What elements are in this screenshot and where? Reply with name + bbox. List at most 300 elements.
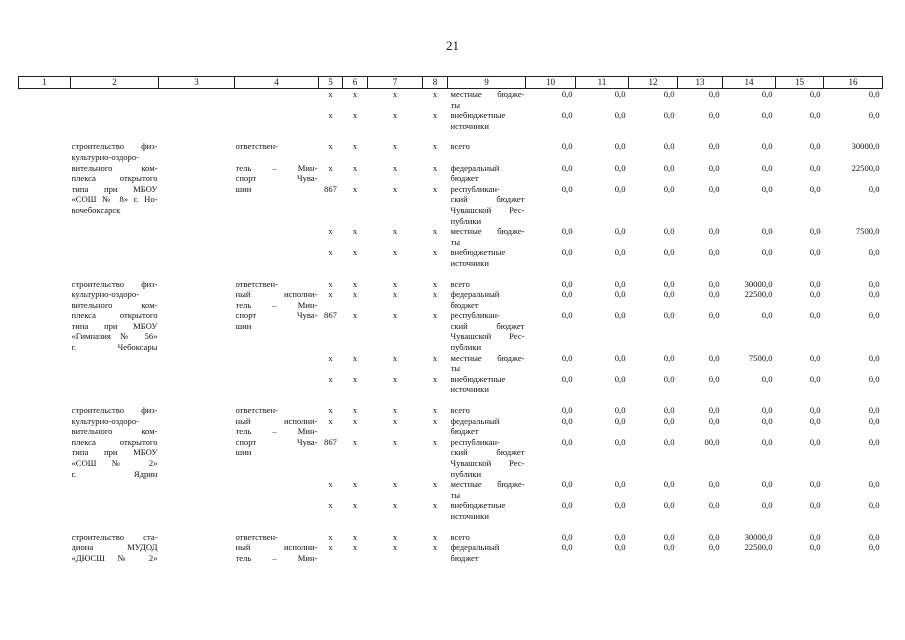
value-cell: 0,0 xyxy=(614,405,626,416)
value-cell: 0,0 xyxy=(663,373,675,384)
object-name-cell xyxy=(71,500,159,521)
code-cell-c6: x xyxy=(352,247,358,258)
cell-col1 xyxy=(19,310,71,352)
value-cell: 0,0 xyxy=(663,162,675,173)
cell-line: типа при МБОУ xyxy=(71,447,158,458)
cell-line: федеральный xyxy=(450,542,500,553)
code-cell-c8: x xyxy=(432,162,438,173)
cell-line: местные бюдже- xyxy=(450,89,525,99)
value-cell: 0,0 xyxy=(868,89,880,99)
value-cell: 0,0 xyxy=(809,542,821,553)
cell-line: республикан- xyxy=(450,436,500,447)
cell-line: ответствен- xyxy=(235,531,278,542)
code-cell-c8: x xyxy=(432,500,438,511)
value-cell: 0,0 xyxy=(561,542,573,553)
code-cell-c5: x xyxy=(328,247,333,258)
executor-cell xyxy=(235,226,319,247)
cell-col1 xyxy=(19,437,71,479)
cell-line: строительство физ- xyxy=(71,141,158,152)
value-cell: 22500,0 xyxy=(744,289,773,300)
cell-line: всего xyxy=(450,141,470,152)
value-cell: 0,0 xyxy=(868,436,880,447)
value-cell: 0,0 xyxy=(708,531,720,542)
value-cell: 0,0 xyxy=(868,310,880,321)
cell-line: спорт Чува- xyxy=(235,173,318,184)
cell-col1 xyxy=(19,374,71,395)
code-cell-c8: x xyxy=(432,226,438,237)
code-cell-c5: x xyxy=(328,162,333,173)
code-cell-c7: x xyxy=(392,162,398,173)
spacer-row xyxy=(19,131,883,141)
code-cell-c7: x xyxy=(392,500,398,511)
cell-col3 xyxy=(159,163,235,184)
code-cell-c8: x xyxy=(432,310,438,321)
value-cell: 22500,0 xyxy=(851,162,880,173)
column-header-3: 3 xyxy=(159,77,235,89)
value-cell: 0,0 xyxy=(809,247,821,258)
value-cell: 0,0 xyxy=(614,352,626,363)
cell-line: ный исполни- xyxy=(235,542,318,553)
value-cell: 0,0 xyxy=(868,373,880,384)
value-cell: 0,0 xyxy=(809,162,821,173)
value-cell: 0,0 xyxy=(663,247,675,258)
table-row xyxy=(19,289,883,310)
code-cell-c5: x xyxy=(328,500,333,511)
column-header-15: 15 xyxy=(776,77,824,89)
value-cell: 0,0 xyxy=(561,436,573,447)
cell-line: спорт Чува- xyxy=(235,310,318,321)
code-cell-c8: x xyxy=(432,373,438,384)
code-cell-c6: x xyxy=(352,373,358,384)
code-cell-c5: x xyxy=(328,289,333,300)
code-cell-c6: x xyxy=(352,110,358,121)
cell-line: культурно-оздоро- xyxy=(71,289,140,300)
executor-cell xyxy=(235,247,319,268)
value-cell: 0,0 xyxy=(708,405,720,416)
value-cell: 0,0 xyxy=(868,278,880,289)
table-row xyxy=(19,353,883,374)
value-cell: 0,0 xyxy=(809,373,821,384)
code-cell-c8: x xyxy=(432,479,438,490)
value-cell: 0,0 xyxy=(708,415,720,426)
table-row xyxy=(19,479,883,500)
value-cell: 0,0 xyxy=(761,89,773,99)
cell-col1 xyxy=(19,405,71,416)
cell-line: «СОШ № 2» xyxy=(71,458,158,468)
value-cell: 0,0 xyxy=(868,183,880,194)
value-cell: 0,0 xyxy=(561,141,573,152)
code-cell-c6: x xyxy=(352,89,358,99)
cell-line: плекса открытого xyxy=(71,310,158,321)
value-cell: 0,0 xyxy=(809,110,821,121)
value-cell: 0,0 xyxy=(561,531,573,542)
cell-col3 xyxy=(159,437,235,479)
column-header-8: 8 xyxy=(423,77,448,89)
cell-line: строительство физ- xyxy=(71,405,158,416)
funding-source-cell xyxy=(448,542,526,563)
value-cell: 0,0 xyxy=(614,110,626,121)
column-header-10: 10 xyxy=(526,77,576,89)
executor-cell xyxy=(235,163,319,227)
funding-source-cell xyxy=(448,89,526,111)
code-cell-c6: x xyxy=(352,500,358,511)
value-cell: 0,0 xyxy=(761,247,773,258)
cell-col1 xyxy=(19,184,71,226)
cell-line: бюджет xyxy=(450,299,479,310)
code-cell-c5: x xyxy=(328,415,333,426)
value-cell: 0,0 xyxy=(761,110,773,121)
value-cell: 0,0 xyxy=(708,141,720,152)
cell-line: внебюджетные xyxy=(450,373,506,384)
funding-source-cell xyxy=(448,184,526,226)
value-cell: 0,0 xyxy=(761,373,773,384)
cell-line: ный исполни- xyxy=(235,289,318,300)
value-cell: 0,0 xyxy=(761,415,773,426)
code-cell-c7: x xyxy=(392,405,398,416)
code-cell-c7: x xyxy=(392,531,398,542)
value-cell: 7500,0 xyxy=(855,226,880,237)
table-row xyxy=(19,500,883,521)
object-name-cell xyxy=(71,279,159,290)
cell-col3 xyxy=(159,374,235,395)
funding-source-cell xyxy=(448,532,526,543)
cell-col3 xyxy=(159,226,235,247)
value-cell: 0,0 xyxy=(614,162,626,173)
executor-cell xyxy=(235,532,319,543)
cell-line: ский бюджет xyxy=(450,194,525,205)
spacer-row xyxy=(19,269,883,279)
code-cell-c7: x xyxy=(392,183,398,194)
cell-line: типа при МБОУ xyxy=(71,183,158,194)
value-cell: 0,0 xyxy=(561,405,573,416)
cell-line: ский бюджет xyxy=(450,447,525,458)
value-cell: 0,0 xyxy=(708,162,720,173)
value-cell: 0,0 xyxy=(708,183,720,194)
code-cell-c5: 867 xyxy=(324,436,337,447)
value-cell: 0,0 xyxy=(761,479,773,490)
cell-line: ответствен- xyxy=(235,405,278,416)
cell-col1 xyxy=(19,479,71,500)
value-cell: 0,0 xyxy=(809,500,821,511)
cell-line: Чувашской Рес- xyxy=(450,204,525,215)
cell-col1 xyxy=(19,500,71,521)
code-cell-c6: x xyxy=(352,479,358,490)
funding-source-cell xyxy=(448,279,526,290)
value-cell: 30000,0 xyxy=(851,141,880,152)
funding-source-cell xyxy=(448,226,526,247)
column-header-2: 2 xyxy=(71,77,159,89)
code-cell-c5: x xyxy=(328,352,333,363)
value-cell: 0,0 xyxy=(708,226,720,237)
cell-line: г. Ядрин xyxy=(71,468,158,479)
table-row xyxy=(19,141,883,162)
code-cell-c5: x xyxy=(328,373,333,384)
value-cell: 0,0 xyxy=(809,436,821,447)
cell-col1 xyxy=(19,89,71,111)
code-cell-c8: x xyxy=(432,352,438,363)
value-cell: 0,0 xyxy=(708,479,720,490)
cell-col3 xyxy=(159,279,235,290)
value-cell: 0,0 xyxy=(614,310,626,321)
cell-line: «Гимназия № 56» xyxy=(71,331,158,342)
value-cell: 0,0 xyxy=(809,531,821,542)
object-name-cell xyxy=(71,405,159,416)
code-cell-c8: x xyxy=(432,405,438,416)
value-cell: 0,0 xyxy=(561,500,573,511)
cell-line: ский бюджет xyxy=(450,320,525,331)
cell-line: плекса открытого xyxy=(71,436,158,447)
cell-line: вительного ком- xyxy=(71,299,158,310)
cell-line: «СОШ № 8» г. Но- xyxy=(71,194,158,205)
cell-line: Чувашской Рес- xyxy=(450,458,525,468)
value-cell: 0,0 xyxy=(761,436,773,447)
code-cell-c7: x xyxy=(392,352,398,363)
code-cell-c8: x xyxy=(432,110,438,121)
value-cell: 0,0 xyxy=(809,89,821,99)
value-cell: 0,0 xyxy=(663,500,675,511)
value-cell: 0,0 xyxy=(663,352,675,363)
value-cell: 0,0 xyxy=(809,141,821,152)
cell-col1 xyxy=(19,247,71,268)
code-cell-c6: x xyxy=(352,278,358,289)
code-cell-c8: x xyxy=(432,436,438,447)
value-cell: 22500,0 xyxy=(744,542,773,553)
spacer-cell xyxy=(19,522,883,532)
code-cell-c7: x xyxy=(392,141,398,152)
value-cell: 0,0 xyxy=(868,405,880,416)
code-cell-c8: x xyxy=(432,247,438,258)
executor-cell xyxy=(235,479,319,500)
cell-col3 xyxy=(159,141,235,162)
code-cell-c6: x xyxy=(352,226,358,237)
object-name-cell xyxy=(71,532,159,543)
value-cell: 0,0 xyxy=(561,278,573,289)
value-cell: 0,0 xyxy=(561,310,573,321)
cell-col1 xyxy=(19,289,71,310)
code-cell-c5: x xyxy=(328,226,333,237)
cell-line: внебюджетные xyxy=(450,500,506,511)
value-cell: 0,0 xyxy=(809,183,821,194)
code-cell-c8: x xyxy=(432,89,438,99)
value-cell: 0,0 xyxy=(663,436,675,447)
cell-col3 xyxy=(159,479,235,500)
value-cell: 0,0 xyxy=(561,352,573,363)
cell-col1 xyxy=(19,416,71,437)
column-header-12: 12 xyxy=(629,77,678,89)
cell-line: публики xyxy=(450,215,482,226)
funding-source-cell xyxy=(448,141,526,162)
cell-line: местные бюдже- xyxy=(450,479,525,490)
code-cell-c7: x xyxy=(392,415,398,426)
cell-line: внебюджетные xyxy=(450,110,506,121)
cell-line: тель – Мин- xyxy=(235,426,318,437)
cell-col3 xyxy=(159,500,235,521)
value-cell: 0,0 xyxy=(868,531,880,542)
value-cell: 0,0 xyxy=(663,531,675,542)
value-cell: 0,0 xyxy=(561,226,573,237)
executor-cell xyxy=(235,416,319,480)
table-body xyxy=(19,89,883,564)
value-cell: 0,0 xyxy=(663,405,675,416)
value-cell: 0,0 xyxy=(663,141,675,152)
code-cell-c7: x xyxy=(392,479,398,490)
value-cell: 0,0 xyxy=(663,542,675,553)
cell-line: республикан- xyxy=(450,310,500,321)
value-cell: 0,0 xyxy=(663,415,675,426)
cell-line: строительство ста- xyxy=(71,531,158,542)
code-cell-c5: x xyxy=(328,89,333,99)
value-cell: 0,0 xyxy=(809,226,821,237)
column-header-6: 6 xyxy=(343,77,368,89)
value-cell: 0,0 xyxy=(614,415,626,426)
cell-line: Чувашской Рес- xyxy=(450,331,525,342)
value-cell: 0,0 xyxy=(614,500,626,511)
executor-cell xyxy=(235,500,319,521)
value-cell: 0,0 xyxy=(809,289,821,300)
code-cell-c8: x xyxy=(432,531,438,542)
cell-line: федеральный xyxy=(450,415,500,426)
code-cell-c6: x xyxy=(352,436,358,447)
code-cell-c5: x xyxy=(328,479,333,490)
cell-line: ты xyxy=(450,363,461,374)
funding-source-cell xyxy=(448,416,526,437)
funding-source-cell xyxy=(448,479,526,500)
funding-source-cell xyxy=(448,353,526,374)
cell-line: строительство физ- xyxy=(71,278,158,289)
value-cell: 0,0 xyxy=(708,247,720,258)
column-header-11: 11 xyxy=(576,77,629,89)
value-cell: 0,0 xyxy=(809,479,821,490)
code-cell-c5: x xyxy=(328,542,333,553)
value-cell: 0,0 xyxy=(868,247,880,258)
cell-line: культурно-оздоро- xyxy=(71,415,140,426)
value-cell: 0,0 xyxy=(663,183,675,194)
cell-line: шии xyxy=(235,183,252,194)
code-cell-c6: x xyxy=(352,531,358,542)
code-cell-c6: x xyxy=(352,141,358,152)
value-cell: 0,0 xyxy=(663,289,675,300)
value-cell: 0,0 xyxy=(761,226,773,237)
cell-line: вительного ком- xyxy=(71,162,158,173)
executor-cell xyxy=(235,405,319,416)
cell-line: всего xyxy=(450,405,470,416)
cell-col3 xyxy=(159,416,235,437)
funding-source-cell xyxy=(448,374,526,395)
code-cell-c6: x xyxy=(352,415,358,426)
code-cell-c7: x xyxy=(392,289,398,300)
value-cell: 0,0 xyxy=(561,183,573,194)
value-cell: 0,0 xyxy=(614,141,626,152)
executor-cell xyxy=(235,279,319,290)
code-cell-c7: x xyxy=(392,110,398,121)
code-cell-c7: x xyxy=(392,278,398,289)
executor-cell xyxy=(235,374,319,395)
funding-source-cell xyxy=(448,437,526,479)
value-cell: 0,0 xyxy=(663,110,675,121)
value-cell: 0,0 xyxy=(809,278,821,289)
cell-col3 xyxy=(159,353,235,374)
value-cell: 0,0 xyxy=(708,110,720,121)
cell-col3 xyxy=(159,310,235,352)
value-cell: 0,0 xyxy=(614,373,626,384)
value-cell: 0,0 xyxy=(708,310,720,321)
code-cell-c6: x xyxy=(352,162,358,173)
code-cell-c5: x xyxy=(328,278,333,289)
value-cell: 0,0 xyxy=(614,531,626,542)
code-cell-c7: x xyxy=(392,247,398,258)
cell-line: источники xyxy=(450,120,489,131)
value-cell: 30000,0 xyxy=(744,531,773,542)
cell-line: источники xyxy=(450,510,489,521)
cell-line: местные бюдже- xyxy=(450,352,525,363)
cell-col1 xyxy=(19,110,71,131)
value-cell: 0,0 xyxy=(809,405,821,416)
value-cell: 0,0 xyxy=(708,289,720,300)
cell-line: вительного ком- xyxy=(71,426,158,437)
value-cell: 00,0 xyxy=(704,436,720,447)
code-cell-c6: x xyxy=(352,183,358,194)
code-cell-c8: x xyxy=(432,141,438,152)
cell-line: бюджет xyxy=(450,426,479,437)
code-cell-c7: x xyxy=(392,89,398,99)
value-cell: 0,0 xyxy=(614,278,626,289)
cell-line: республикан- xyxy=(450,183,500,194)
value-cell: 0,0 xyxy=(809,352,821,363)
cell-line: внебюджетные xyxy=(450,247,506,258)
column-header-16: 16 xyxy=(824,77,883,89)
value-cell: 0,0 xyxy=(663,226,675,237)
object-name-cell xyxy=(71,289,159,353)
object-name-cell xyxy=(71,542,159,563)
cell-line: федеральный xyxy=(450,289,500,300)
cell-col3 xyxy=(159,110,235,131)
cell-line: всего xyxy=(450,278,470,289)
cell-line: всего xyxy=(450,531,470,542)
table-row xyxy=(19,416,883,437)
page-number: 21 xyxy=(446,38,459,53)
cell-line: тель – Мин- xyxy=(235,162,318,173)
cell-line: ты xyxy=(450,489,461,500)
value-cell: 0,0 xyxy=(708,373,720,384)
cell-line: плекса открытого xyxy=(71,173,158,184)
cell-line: местные бюдже- xyxy=(450,226,525,237)
code-cell-c7: x xyxy=(392,542,398,553)
value-cell: 0,0 xyxy=(868,352,880,363)
value-cell: 0,0 xyxy=(614,289,626,300)
cell-line: источники xyxy=(450,257,489,268)
cell-col1 xyxy=(19,226,71,247)
value-cell: 0,0 xyxy=(708,352,720,363)
object-name-cell xyxy=(71,353,159,374)
value-cell: 0,0 xyxy=(708,542,720,553)
column-header-7: 7 xyxy=(368,77,423,89)
cell-line: ответствен- xyxy=(235,278,278,289)
cell-line: ты xyxy=(450,99,461,110)
cell-col1 xyxy=(19,279,71,290)
object-name-cell xyxy=(71,141,159,162)
funding-source-cell xyxy=(448,289,526,310)
code-cell-c6: x xyxy=(352,289,358,300)
object-name-cell xyxy=(71,163,159,269)
value-cell: 0,0 xyxy=(614,183,626,194)
cell-line: тель – Мин- xyxy=(235,552,318,563)
value-cell: 30000,0 xyxy=(744,278,773,289)
value-cell: 0,0 xyxy=(708,89,720,99)
spacer-cell xyxy=(19,395,883,405)
object-name-cell xyxy=(71,89,159,111)
value-cell: 0,0 xyxy=(708,278,720,289)
executor-cell xyxy=(235,141,319,162)
